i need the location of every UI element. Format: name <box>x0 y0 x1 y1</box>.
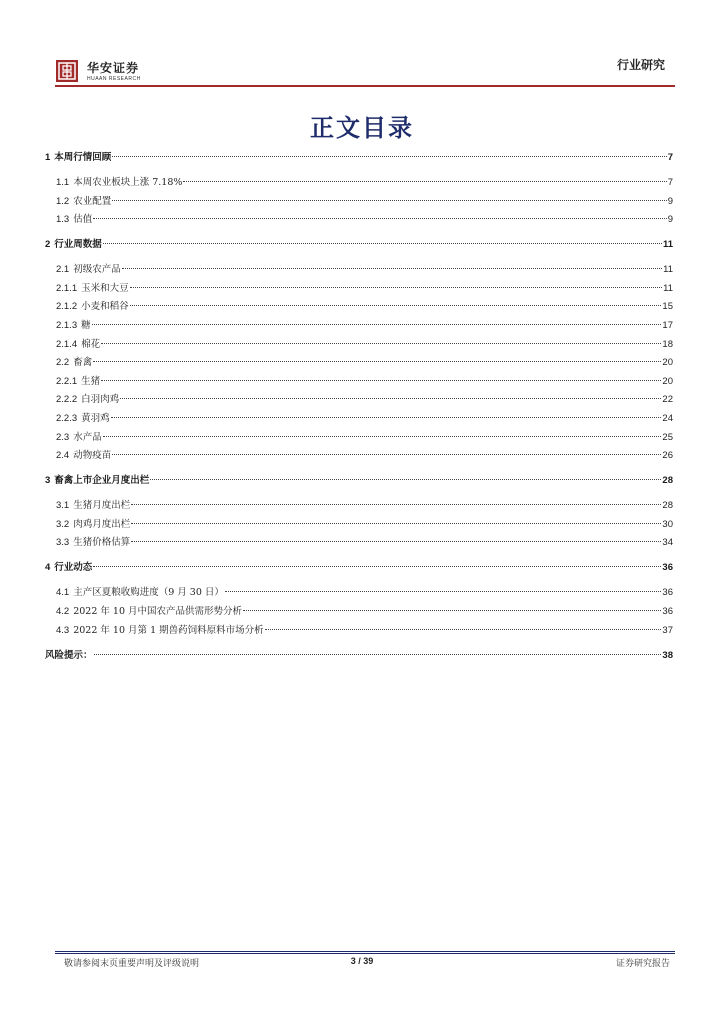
toc-section-entry[interactable] <box>45 150 673 166</box>
toc-entry-page: 15 <box>662 301 673 313</box>
toc-entry-number: 2.1.4 <box>56 338 78 350</box>
toc-entry-number: 2.2.2 <box>56 394 78 406</box>
toc-entry-title: 主产区夏粮收购进度（9 月 30 日） <box>73 587 224 599</box>
toc-entry-title: 生猪 <box>81 375 101 387</box>
toc-subsection-entry[interactable] <box>45 585 673 601</box>
toc-leader-dots <box>94 654 662 655</box>
toc-section-entry[interactable] <box>45 473 673 489</box>
toc-subsection-entry[interactable] <box>45 262 673 278</box>
toc-entry-page: 9 <box>667 195 673 207</box>
toc-entry-number: 1.3 <box>56 214 70 226</box>
toc-leader-dots <box>225 591 662 592</box>
toc-entry-title: 糖 <box>81 320 91 331</box>
toc-entry-page: 28 <box>662 475 673 487</box>
toc-entry-page: 7 <box>667 152 673 163</box>
toc-entry-page: 28 <box>662 500 673 512</box>
toc-entry-title: 小麦和稻谷 <box>81 301 129 313</box>
toc-entry-page: 34 <box>662 537 673 549</box>
toc-leader-dots <box>93 566 661 567</box>
toc-subsection-entry[interactable] <box>45 337 673 353</box>
toc-entry-page: 24 <box>662 413 673 424</box>
page-number: 3 / 39 <box>350 956 374 966</box>
toc-entry-title: 肉鸡月度出栏 <box>73 518 131 530</box>
toc-entry-number: 3.1 <box>56 500 70 512</box>
toc-entry-number: 2.1.3 <box>56 320 78 331</box>
toc-leader-dots <box>112 200 666 201</box>
toc-entry-page: 36 <box>662 562 673 574</box>
toc-subsection-entry[interactable] <box>45 318 673 334</box>
toc-leader-dots <box>183 181 666 182</box>
toc-entry-page: 36 <box>662 606 673 617</box>
toc-entry-title: 动物疫苗 <box>73 450 112 462</box>
toc-leader-dots <box>130 287 662 288</box>
toc-entry-page: 11 <box>663 282 673 294</box>
toc-entry-number: 2 <box>45 239 51 251</box>
toc-entry-title: 初级农产品 <box>73 264 121 276</box>
toc-entry-number: 3.3 <box>56 537 70 549</box>
toc-entry-number: 2.1.2 <box>56 301 78 313</box>
toc-entry-title: 白羽肉鸡 <box>81 394 120 406</box>
toc-subsection-entry[interactable] <box>45 411 673 427</box>
toc-entry-number: 2.2.1 <box>56 375 78 387</box>
toc-entry-title: 生猪月度出栏 <box>73 500 131 512</box>
toc-entry-title: 黄羽鸡 <box>81 413 110 424</box>
toc-entry-page: 11 <box>662 239 673 251</box>
toc-subsection-entry[interactable] <box>45 392 673 408</box>
footer-disclaimer-note: 敬请参阅末页重要声明及评级说明 <box>64 959 200 969</box>
toc-leader-dots <box>112 156 666 157</box>
toc-entry-number: 3.2 <box>56 518 70 530</box>
toc-leader-dots <box>111 417 662 418</box>
toc-leader-dots <box>112 454 661 455</box>
toc-leader-dots <box>150 479 661 480</box>
toc-leader-dots <box>130 305 662 306</box>
toc-entry-number: 4 <box>45 562 51 574</box>
toc-leader-dots <box>101 343 661 344</box>
toc-entry-title: 行业周数据 <box>54 239 102 251</box>
toc-leader-dots <box>131 523 661 524</box>
huaan-logo-icon <box>55 59 79 83</box>
toc-entry-title: 畜禽 <box>73 357 93 369</box>
toc-entry-number: 2.2 <box>56 357 70 369</box>
toc-leader-dots <box>265 629 662 630</box>
toc-entry-title: 2022 年 10 月中国农产品供需形势分析 <box>73 606 243 617</box>
toc-section-entry[interactable] <box>45 560 673 576</box>
page-title: 正文目录 <box>310 114 414 142</box>
toc-leader-dots <box>120 398 661 399</box>
toc-entry-title: 玉米和大豆 <box>81 282 129 294</box>
toc-leader-dots <box>93 361 661 362</box>
toc-entry-number: 2.1.1 <box>56 282 78 294</box>
toc-entry-number: 2.3 <box>56 431 70 443</box>
toc-entry-title: 本周农业板块上涨 7.18% <box>73 177 183 188</box>
toc-subsection-entry[interactable] <box>45 430 673 446</box>
toc-entry-title: 风险提示： <box>45 649 93 661</box>
toc-leader-dots <box>93 218 666 219</box>
toc-entry-page: 17 <box>662 320 673 331</box>
toc-entry-title: 2022 年 10 月第 1 期兽药饲料原料市场分析 <box>73 624 264 636</box>
brand-name-english: HUAAN RESEARCH <box>87 76 141 82</box>
toc-leader-dots <box>122 268 662 269</box>
toc-entry-number: 4.1 <box>56 587 70 599</box>
toc-entry-page: 20 <box>662 375 673 387</box>
toc-leader-dots <box>103 436 662 437</box>
toc-section-entry[interactable] <box>45 237 673 253</box>
brand-name: 华安证券 <box>87 61 140 75</box>
toc-leader-dots <box>103 243 662 244</box>
toc-entry-number: 4.3 <box>56 624 70 636</box>
toc-leader-dots <box>131 504 661 505</box>
toc-subsection-entry[interactable] <box>45 448 673 464</box>
toc-entry-page: 22 <box>662 394 673 406</box>
toc-leader-dots <box>243 610 661 611</box>
toc-entry-title: 农业配置 <box>73 195 112 207</box>
footer-divider <box>55 953 675 954</box>
toc-subsection-entry[interactable] <box>45 535 673 551</box>
toc-subsection-entry[interactable] <box>45 212 673 228</box>
toc-entry-title: 行业动态 <box>54 562 93 574</box>
toc-entry-title: 本周行情回顾 <box>54 152 112 163</box>
toc-entry-title: 水产品 <box>73 431 102 443</box>
page-header <box>55 55 667 87</box>
footer-report-type: 证券研究报告 <box>615 959 670 969</box>
toc-leader-dots <box>92 324 662 325</box>
report-section: 行业研究 <box>616 58 665 72</box>
toc-entry-number: 1.1 <box>56 177 70 188</box>
toc-entry-title: 估值 <box>73 214 93 226</box>
toc-subsection-entry[interactable] <box>45 517 673 533</box>
toc-entry-page: 38 <box>662 649 673 661</box>
toc-leader-dots <box>101 380 661 381</box>
toc-subsection-entry[interactable] <box>45 281 673 297</box>
toc-entry-number: 2.1 <box>56 264 70 276</box>
toc-entry-page: 11 <box>663 264 673 276</box>
toc-entry-page: 36 <box>662 587 673 599</box>
toc-subsection-entry[interactable] <box>45 299 673 315</box>
footer-divider <box>55 951 675 952</box>
toc-entry-page: 20 <box>662 357 673 369</box>
header-divider <box>55 85 675 87</box>
toc-entry-page: 37 <box>662 624 673 636</box>
toc-entry-title: 畜禽上市企业月度出栏 <box>54 475 150 487</box>
toc-entry-number: 2.4 <box>56 450 70 462</box>
toc-entry-number: 1 <box>45 152 51 163</box>
toc-entry-number: 1.2 <box>56 195 70 207</box>
toc-subsection-entry[interactable] <box>45 175 673 191</box>
toc-entry-title: 棉花 <box>81 338 101 350</box>
toc-entry-page: 26 <box>662 450 673 462</box>
toc-subsection-entry[interactable] <box>45 623 673 639</box>
toc-subsection-entry[interactable] <box>45 355 673 371</box>
toc-subsection-entry[interactable] <box>45 194 673 210</box>
toc-entry-page: 30 <box>662 518 673 530</box>
toc-leader-dots <box>131 541 661 542</box>
toc-entry-page: 9 <box>667 214 673 226</box>
toc-entry-number: 4.2 <box>56 606 70 617</box>
toc-entry-title: 生猪价格估算 <box>73 537 131 549</box>
toc-entry-number: 3 <box>45 475 51 487</box>
toc-subsection-entry[interactable] <box>45 374 673 390</box>
toc-subsection-entry[interactable] <box>45 498 673 514</box>
toc-entry-page: 7 <box>667 177 673 188</box>
toc-subsection-entry[interactable] <box>45 604 673 620</box>
toc-section-entry[interactable] <box>45 648 673 664</box>
toc-entry-page: 18 <box>662 338 673 350</box>
toc-entry-page: 25 <box>662 431 673 443</box>
toc-entry-number: 2.2.3 <box>56 413 78 424</box>
